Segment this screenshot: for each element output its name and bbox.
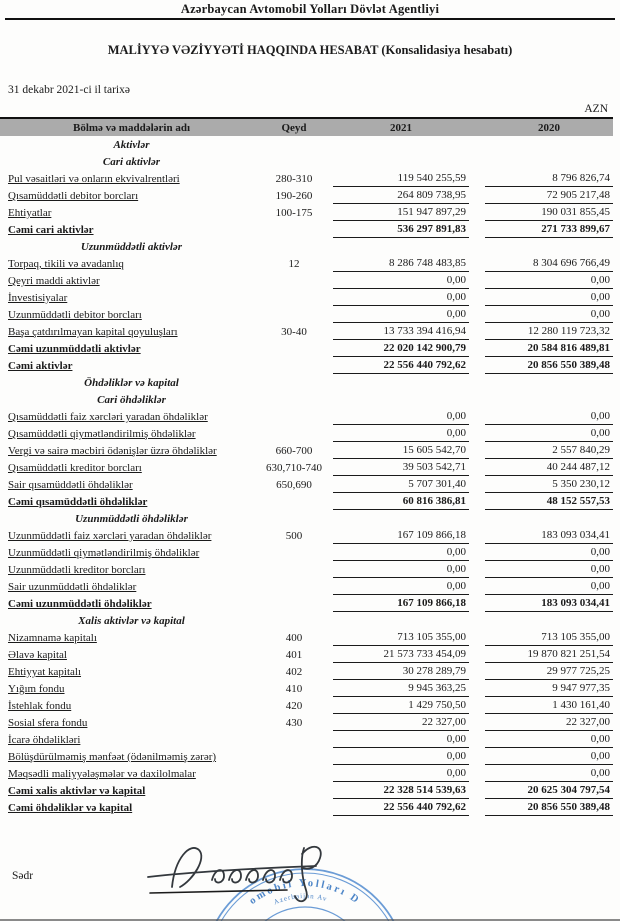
table-row xyxy=(0,272,620,289)
row-label: Uzunmüddətli faiz xərcləri yaradan öhdəliklər xyxy=(8,530,212,542)
row-note-code: 660-700 xyxy=(275,445,313,457)
row-value-2020: 183 093 034,41 xyxy=(485,529,613,544)
row-value-2021: 21 573 733 454,09 xyxy=(333,648,469,663)
row-value-2020: 72 905 217,48 xyxy=(485,189,613,204)
table-row xyxy=(0,289,620,306)
row-note-code: 500 xyxy=(285,530,303,542)
row-note-code xyxy=(255,322,333,323)
row-value-2021: 22 327,00 xyxy=(333,716,469,731)
row-value-2020: 19 870 821 251,54 xyxy=(485,648,613,663)
table-row xyxy=(0,782,620,799)
row-note-code xyxy=(255,356,333,357)
table-row xyxy=(0,799,620,816)
row-note-code: 100-175 xyxy=(275,207,313,219)
row-value-2020: 20 625 304 797,54 xyxy=(485,784,613,799)
row-value-2020: 20 856 550 389,48 xyxy=(485,801,613,816)
row-value-2020: 29 977 725,25 xyxy=(485,665,613,680)
row-value-2020: 0,00 xyxy=(485,546,613,561)
signature-and-stamp xyxy=(0,830,620,921)
row-value-2021: 0,00 xyxy=(333,291,469,306)
row-value-2020: 48 152 557,53 xyxy=(485,495,613,510)
row-label: Bölüşdürülməmiş mənfəət (ödənilməmiş zərər) xyxy=(8,751,217,763)
row-value-2021: 22 020 142 900,79 xyxy=(333,342,469,357)
report-date: 31 dekabr 2021-ci il tarixə xyxy=(8,84,130,96)
table-row xyxy=(0,255,620,272)
table-row xyxy=(0,204,620,221)
row-value-2021: 8 286 748 483,85 xyxy=(333,257,469,272)
row-value-2021: 167 109 866,18 xyxy=(333,597,469,612)
stamp-inner-text: Azerbaijan Av xyxy=(272,891,329,907)
row-label: Qısamüddətli debitor borcları xyxy=(8,190,139,202)
row-label: Torpaq, tikili və avadanlıq xyxy=(8,258,124,270)
row-label: Vergi və sairə məcbiri ödənişlər üzrə öhdəliklər xyxy=(8,445,217,457)
row-label: Cəmi aktivlər xyxy=(8,360,73,372)
row-value-2021: 13 733 394 416,94 xyxy=(333,325,469,340)
row-note-code: 280-310 xyxy=(275,173,313,185)
row-value-2021: 0,00 xyxy=(333,274,469,289)
row-label: İcarə öhdəlikləri xyxy=(8,734,81,746)
row-value-2021: 0,00 xyxy=(333,410,469,425)
row-note-code: 30-40 xyxy=(281,326,307,338)
table-row xyxy=(0,170,620,187)
column-header-2021: 2021 xyxy=(390,121,412,134)
row-value-2020: 5 350 230,12 xyxy=(485,478,613,493)
row-label: Cəmi xalis aktivlər və kapital xyxy=(8,785,146,797)
row-note-code: 190-260 xyxy=(275,190,313,202)
stamp-outer-text: omobil Yolları D xyxy=(247,877,363,907)
row-label: Ehtiyatlar xyxy=(8,207,52,219)
section-header-row xyxy=(0,136,620,153)
row-label: İstehlak fondu xyxy=(8,700,72,712)
table-row xyxy=(0,306,620,323)
row-value-2020: 20 856 550 389,48 xyxy=(485,359,613,374)
table-row xyxy=(0,221,620,238)
row-value-2020: 190 031 855,45 xyxy=(485,206,613,221)
row-label: Yığım fondu xyxy=(8,683,65,695)
row-value-2021: 22 328 514 539,63 xyxy=(333,784,469,799)
row-note-code xyxy=(255,747,333,748)
table-row xyxy=(0,714,620,731)
row-label: İnvestisiyalar xyxy=(8,292,68,304)
row-value-2020: 183 093 034,41 xyxy=(485,597,613,612)
row-value-2021: 39 503 542,71 xyxy=(333,461,469,476)
section-header-row xyxy=(0,238,620,255)
row-value-2021: 0,00 xyxy=(333,750,469,765)
section-header-row xyxy=(0,612,620,629)
row-note-code xyxy=(255,577,333,578)
row-label: Qısamüddətli faiz xərcləri yaradan öhdəliklər xyxy=(8,411,208,423)
table-row xyxy=(0,442,620,459)
row-value-2021: 30 278 289,79 xyxy=(333,665,469,680)
row-label: Uzunmüddətli kreditor borcları xyxy=(8,564,146,576)
row-label: Cari öhdəliklər xyxy=(97,394,166,406)
row-value-2020: 0,00 xyxy=(485,308,613,323)
table-row xyxy=(0,595,620,612)
table-header-row xyxy=(0,117,613,136)
header-rule xyxy=(5,18,615,20)
row-value-2021: 264 809 738,95 xyxy=(333,189,469,204)
row-value-2020: 2 557 840,29 xyxy=(485,444,613,459)
row-label: Uzunmüddətli debitor borcları xyxy=(8,309,142,321)
table-row xyxy=(0,340,620,357)
row-label: Sair qısamüddətli öhdəliklər xyxy=(8,479,133,491)
section-header-row xyxy=(0,153,620,170)
table-row xyxy=(0,765,620,782)
row-value-2020: 1 430 161,40 xyxy=(485,699,613,714)
row-label: Qısamüddətli kreditor borcları xyxy=(8,462,142,474)
row-note-code xyxy=(255,764,333,765)
row-value-2020: 12 280 119 723,32 xyxy=(485,325,613,340)
row-label: Qeyri maddi aktivlər xyxy=(8,275,100,287)
row-note-code xyxy=(255,798,333,799)
row-value-2021: 0,00 xyxy=(333,563,469,578)
row-label: Cəmi cari aktivlər xyxy=(8,224,94,236)
row-value-2020: 40 244 487,12 xyxy=(485,461,613,476)
row-value-2020: 0,00 xyxy=(485,563,613,578)
row-value-2020: 8 304 696 766,49 xyxy=(485,257,613,272)
row-label: Sair uzunmüddətli öhdəliklər xyxy=(8,581,137,593)
row-note-code xyxy=(255,781,333,782)
row-note-code xyxy=(255,288,333,289)
row-label: Öhdəliklər və kapital xyxy=(84,377,179,389)
row-value-2020: 271 733 899,67 xyxy=(485,223,613,238)
row-note-code: 400 xyxy=(285,632,303,644)
row-note-code: 410 xyxy=(285,683,303,695)
row-note-code: 12 xyxy=(288,258,300,270)
row-label: Nizamnamə kapitalı xyxy=(8,632,97,644)
row-note-code xyxy=(255,509,333,510)
row-value-2020: 0,00 xyxy=(485,767,613,782)
signer-title: Sədr xyxy=(12,870,34,882)
round-stamp-icon xyxy=(204,869,406,921)
row-label: Uzunmüddətli qiymətləndirilmiş öhdəliklər xyxy=(8,547,200,559)
row-note-code xyxy=(255,424,333,425)
section-header-row xyxy=(0,374,620,391)
row-note-code: 420 xyxy=(285,700,303,712)
row-label: Sosial sfera fondu xyxy=(8,717,88,729)
row-value-2020: 0,00 xyxy=(485,580,613,595)
row-value-2021: 119 540 255,59 xyxy=(333,172,469,187)
row-value-2020: 0,00 xyxy=(485,750,613,765)
table-body xyxy=(0,136,620,816)
row-value-2021: 1 429 750,50 xyxy=(333,699,469,714)
table-row xyxy=(0,663,620,680)
row-note-code xyxy=(255,237,333,238)
row-label: Aktivlər xyxy=(113,139,150,151)
row-value-2020: 0,00 xyxy=(485,427,613,442)
table-row xyxy=(0,527,620,544)
row-value-2021: 0,00 xyxy=(333,767,469,782)
row-note-code xyxy=(255,373,333,374)
row-value-2020: 20 584 816 489,81 xyxy=(485,342,613,357)
row-value-2020: 0,00 xyxy=(485,291,613,306)
row-value-2021: 0,00 xyxy=(333,580,469,595)
currency-label: AZN xyxy=(584,103,608,115)
table-row xyxy=(0,476,620,493)
row-note-code xyxy=(255,560,333,561)
document-title-sub: (Konsalidasiya hesabatı) xyxy=(381,43,513,57)
row-value-2021: 9 945 363,25 xyxy=(333,682,469,697)
row-value-2021: 60 816 386,81 xyxy=(333,495,469,510)
row-label: Uzunmüddətli öhdəliklər xyxy=(75,513,188,525)
table-row xyxy=(0,544,620,561)
row-note-code: 650,690 xyxy=(276,479,312,491)
row-value-2020: 8 796 826,74 xyxy=(485,172,613,187)
row-label: Cari aktivlər xyxy=(102,156,161,168)
row-value-2021: 167 109 866,18 xyxy=(333,529,469,544)
row-label: Xalis aktivlər və kapital xyxy=(78,615,185,627)
row-note-code xyxy=(255,815,333,816)
agency-name: Azərbaycan Avtomobil Yolları Dövlət Agentliyi xyxy=(180,2,440,16)
row-value-2021: 713 105 355,00 xyxy=(333,631,469,646)
document-title xyxy=(0,43,620,58)
row-note-code: 630,710-740 xyxy=(266,462,322,474)
row-label: Qısamüddətli qiymətləndirilmiş öhdəliklər xyxy=(8,428,196,440)
table-row xyxy=(0,561,620,578)
row-value-2020: 0,00 xyxy=(485,733,613,748)
row-value-2021: 536 297 891,83 xyxy=(333,223,469,238)
row-value-2021: 0,00 xyxy=(333,733,469,748)
row-note-code: 402 xyxy=(285,666,303,678)
row-label: Cəmi uzunmüddətli aktivlər xyxy=(8,343,141,355)
table-row xyxy=(0,323,620,340)
row-note-code xyxy=(255,594,333,595)
row-note-code: 401 xyxy=(285,649,303,661)
table-row xyxy=(0,731,620,748)
table-row xyxy=(0,408,620,425)
row-note-code xyxy=(255,305,333,306)
row-value-2021: 15 605 542,70 xyxy=(333,444,469,459)
column-header-section: Bölmə və maddələrin adı xyxy=(72,121,191,134)
row-label: Əlavə kapital xyxy=(8,649,67,661)
section-header-row xyxy=(0,510,620,527)
table-row xyxy=(0,459,620,476)
row-value-2020: 0,00 xyxy=(485,410,613,425)
row-value-2021: 151 947 897,29 xyxy=(333,206,469,221)
row-label: Cəmi öhdəliklər və kapital xyxy=(8,802,133,814)
table-row xyxy=(0,680,620,697)
table-row xyxy=(0,629,620,646)
row-label: Cəmi qısamüddətli öhdəliklər xyxy=(8,496,148,508)
row-value-2021: 0,00 xyxy=(333,546,469,561)
row-note-code xyxy=(255,611,333,612)
table-row xyxy=(0,357,620,374)
row-value-2021: 5 707 301,40 xyxy=(333,478,469,493)
table-row xyxy=(0,493,620,510)
svg-text:Azerbaijan Av xyxy=(273,892,329,906)
table-row xyxy=(0,748,620,765)
document-title-main: MALİYYƏ VƏZİYYƏTİ HAQQINDA HESABAT xyxy=(107,43,379,57)
row-value-2020: 0,00 xyxy=(485,274,613,289)
table-row xyxy=(0,187,620,204)
table-row xyxy=(0,578,620,595)
row-value-2021: 0,00 xyxy=(333,308,469,323)
column-header-note: Qeyd xyxy=(281,121,307,134)
row-value-2020: 22 327,00 xyxy=(485,716,613,731)
row-value-2021: 22 556 440 792,62 xyxy=(333,801,469,816)
row-value-2021: 0,00 xyxy=(333,427,469,442)
row-note-code xyxy=(255,441,333,442)
table-row xyxy=(0,697,620,714)
row-label: Məqsədli maliyyələşmələr və daxilolmalar xyxy=(8,768,196,780)
row-label: Cəmi uzunmüddətli öhdəliklər xyxy=(8,598,152,610)
row-label: Başa çatdırılmayan kapital qoyuluşları xyxy=(8,326,178,338)
section-header-row xyxy=(0,391,620,408)
row-value-2020: 713 105 355,00 xyxy=(485,631,613,646)
row-label: Pul vəsaitləri və onların ekvivalrentləri xyxy=(8,173,180,185)
table-row xyxy=(0,425,620,442)
row-label: Uzunmüddətli aktivlər xyxy=(80,241,183,253)
row-note-code: 430 xyxy=(285,717,303,729)
table-row xyxy=(0,646,620,663)
row-label: Ehtiyyat kapitalı xyxy=(8,666,82,678)
column-header-2020: 2020 xyxy=(538,121,560,134)
row-value-2021: 22 556 440 792,62 xyxy=(333,359,469,374)
row-value-2020: 9 947 977,35 xyxy=(485,682,613,697)
